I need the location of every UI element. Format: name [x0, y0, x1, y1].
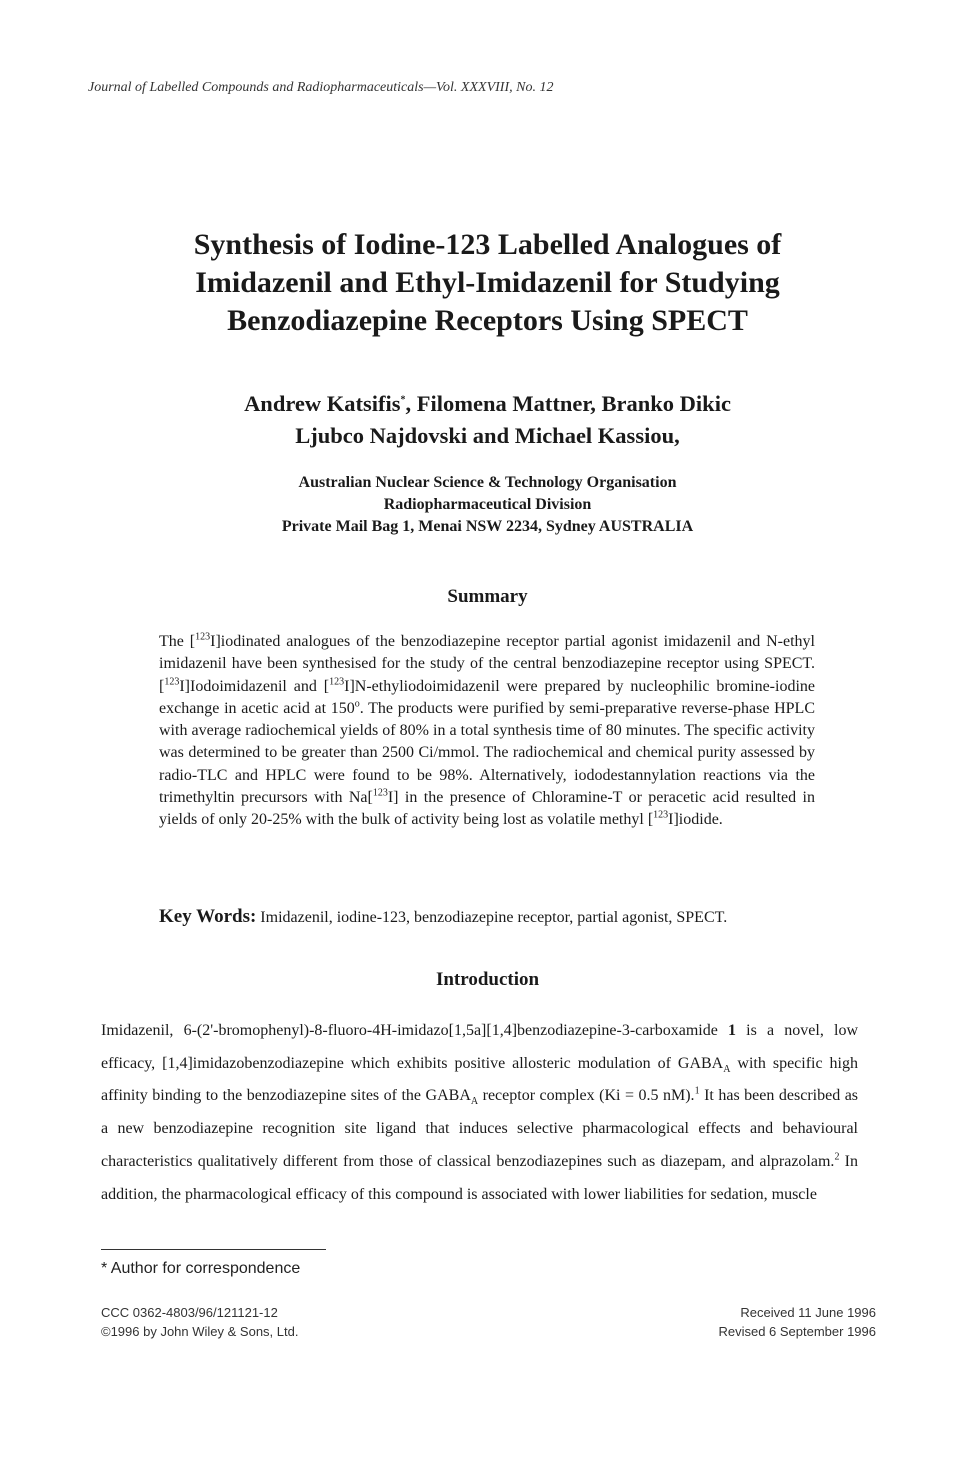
corresponding-author-mark: *: [400, 394, 406, 406]
keywords: [159, 906, 839, 928]
isotope-superscript: 123: [372, 787, 388, 799]
article-title: [80, 226, 895, 340]
text-run: I]Iodoimidazenil and [: [179, 677, 330, 695]
footer-line: Revised 6 September 1996: [718, 1324, 876, 1339]
reference-superscript: 2: [834, 1151, 840, 1163]
author-name: Andrew Katsifis: [244, 391, 401, 416]
summary-heading: Summary: [447, 586, 528, 607]
affiliation-line: Australian Nuclear Science & Technology Organisation: [298, 474, 677, 491]
keywords-text: Imidazenil, iodine-123, benzodiazepine receptor, partial agonist, SPECT.: [256, 909, 728, 926]
text-run: It has been described as a new benzodiazepine recognition site ligand that induces selective pharmacological effects and behavioural characteristics qualitatively different from those of classical benzodiazepines such as diazepam, and alprazolam.: [101, 1087, 859, 1170]
introduction-body: [101, 1015, 858, 1211]
keywords-label: Key Words:: [159, 906, 257, 927]
footer-dates: [718, 1303, 876, 1341]
footer-line: Received 11 June 1996: [740, 1305, 876, 1320]
abstract-paragraph: [159, 631, 815, 832]
degree-superscript: o: [354, 698, 360, 710]
subscript: A: [723, 1063, 731, 1075]
text-run: I]iodinated analogues of the benzodiazepine receptor partial agonist imidazenil and N-ethyl imidazenil have been synthesised for the study of the central benzodiazepine receptor using SPECT. [: [159, 633, 816, 695]
author-line: Ljubco Najdovski and Michael Kassiou,: [295, 423, 680, 448]
text-run: The [: [159, 633, 196, 650]
footer-copyright: [101, 1303, 298, 1341]
text-run: receptor complex (Ki = 0.5 nM).: [478, 1087, 695, 1105]
text-run: In addition, the pharmacological efficacy of this compound is associated with lower liabilities for sedation, muscle: [101, 1152, 859, 1203]
affiliation-line: Private Mail Bag 1, Menai NSW 2234, Sydney AUSTRALIA: [281, 518, 694, 535]
text-run: is a novel, low efficacy, [1,4]imidazobenzodiazepine which exhibits positive allosteric modulation of GABA: [101, 1022, 858, 1072]
author-line: [80, 388, 895, 420]
text-run: Imidazenil, 6-(2'-bromophenyl)-8-fluoro-4H-imidazo[1,5a][1,4]benzodiazepine-3-carboxamide: [101, 1022, 728, 1039]
author-list: [80, 388, 895, 452]
text-run: I]iodide.: [668, 811, 723, 829]
introduction-heading: Introduction: [435, 969, 540, 990]
isotope-superscript: 123: [164, 676, 180, 688]
summary-abstract: [159, 631, 815, 832]
title-line: Synthesis of Iodine-123 Labelled Analogues of: [193, 228, 782, 261]
title-line: Benzodiazepine Receptors Using SPECT: [227, 304, 748, 337]
affiliation: [80, 472, 895, 538]
isotope-superscript: 123: [653, 810, 669, 822]
footnote-rule: [101, 1249, 326, 1250]
footnote: * Author for correspondence: [101, 1260, 301, 1277]
text-run: I]N-ethyliodoimidazenil were prepared by nucleophilic bromine-iodine exchange in acetic acid at 150: [159, 677, 816, 717]
text-run: I] in the presence of Chloramine-T or peracetic acid resulted in yields of only 20-25% with the bulk of activity being lost as volatile methyl [: [159, 789, 815, 829]
compound-number: 1: [727, 1022, 736, 1039]
reference-superscript: 1: [694, 1086, 700, 1098]
footer-line: ©1996 by John Wiley & Sons, Ltd.: [101, 1324, 299, 1339]
isotope-superscript: 123: [195, 631, 211, 643]
footer-line: CCC 0362-4803/96/121121-12: [101, 1305, 278, 1320]
title-line: Imidazenil and Ethyl-Imidazenil for Studying: [195, 266, 780, 299]
text-run: . The products were purified by semi-preparative reverse-phase HPLC with average radiochemical yields of 80% in a total synthesis time of 80 minutes. The specific activity was determined to be greater than 2500 Ci/mmol. The radiochemical and chemical purity assessed by radio-TLC and HPLC were found to be 98%. Alternatively, iododestannylation reactions via the trimethyltin precursors with Na[: [159, 699, 816, 807]
author-names: , Filomena Mattner, Branko Dikic: [405, 391, 731, 416]
journal-running-header: Journal of Labelled Compounds and Radiopharmaceuticals—Vol. XXXVIII, No. 12: [88, 80, 554, 95]
body-paragraph: [101, 1015, 858, 1211]
subscript: A: [470, 1096, 479, 1108]
affiliation-line: Radiopharmaceutical Division: [383, 496, 592, 513]
isotope-superscript: 123: [329, 676, 345, 688]
text-run: with specific high affinity binding to the benzodiazepine sites of the GABA: [101, 1054, 859, 1105]
